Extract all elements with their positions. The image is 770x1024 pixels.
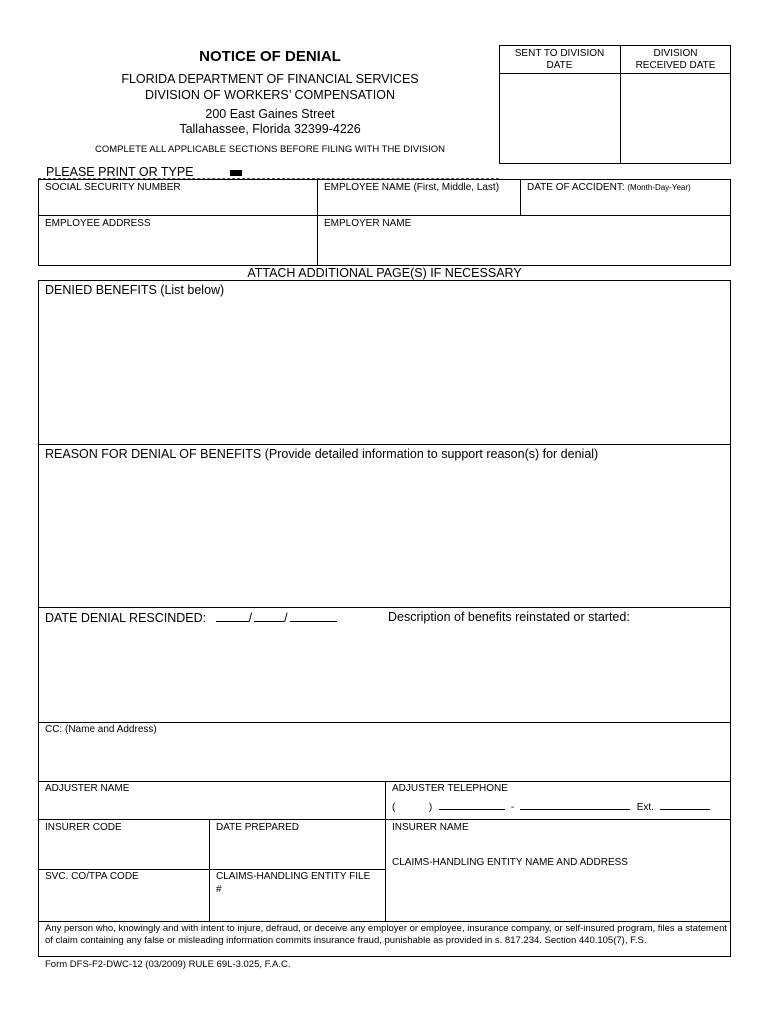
attach-pages-note: ATTACH ADDITIONAL PAGE(S) IF NECESSARY xyxy=(247,266,522,280)
benefits-reinstated-label: Description of benefits reinstated or started: xyxy=(388,610,630,624)
date-sep-2: / xyxy=(284,611,288,625)
phone-ext-field[interactable] xyxy=(660,798,710,810)
phone-line-field[interactable] xyxy=(520,798,630,810)
insurer-code-label: INSURER CODE xyxy=(45,822,122,833)
employee-address-field[interactable] xyxy=(40,231,315,264)
denied-benefits-field[interactable] xyxy=(40,300,729,443)
ssn-field[interactable] xyxy=(40,195,315,213)
benefits-reinstated-field[interactable] xyxy=(40,628,729,720)
division-received-date-field[interactable] xyxy=(622,75,729,162)
reason-divider xyxy=(38,607,731,608)
adjuster-col-divider xyxy=(385,781,386,921)
denied-benefits-label: DENIED BENEFITS (List below) xyxy=(45,283,225,297)
sent-date-label: DATE xyxy=(546,60,573,71)
phone-dash: - xyxy=(510,802,515,813)
filing-instructions: COMPLETE ALL APPLICABLE SECTIONS BEFORE FILING WITH THE DIVISION xyxy=(94,144,445,155)
paren-open: ( xyxy=(392,802,396,813)
employee-row-divider xyxy=(38,215,731,216)
sent-to-division-label: SENT TO DIVISION xyxy=(514,48,605,59)
reason-for-denial-label: REASON FOR DENIAL OF BENEFITS (Provide detailed information to support reason(s) for denial) xyxy=(45,447,599,461)
date-format-hint: (Month-Day-Year) xyxy=(627,183,691,192)
paren-close: ) xyxy=(428,802,433,813)
rescinded-day-field[interactable] xyxy=(254,610,284,622)
employee-name-label: EMPLOYEE NAME (First, Middle, Last) xyxy=(324,182,500,193)
street-address: 200 East Gaines Street xyxy=(205,107,335,121)
department-name: FLORIDA DEPARTMENT OF FINANCIAL SERVICES xyxy=(121,72,419,86)
date-rescinded-label: DATE DENIAL RESCINDED: xyxy=(45,611,207,625)
claims-file-number-field[interactable] xyxy=(226,885,383,919)
rescinded-month-field[interactable] xyxy=(216,610,249,622)
employer-name-field[interactable] xyxy=(319,231,729,264)
employee-name-field[interactable] xyxy=(319,195,518,213)
adjuster-name-label: ADJUSTER NAME xyxy=(45,783,130,794)
svc-tpa-code-field[interactable] xyxy=(40,885,207,919)
cc-field[interactable] xyxy=(40,738,729,780)
sent-to-division-date-field[interactable] xyxy=(501,75,618,162)
received-date-label: RECEIVED DATE xyxy=(635,60,716,71)
accident-col-divider xyxy=(520,179,521,215)
claims-entity-label: CLAIMS-HANDLING ENTITY NAME AND ADDRESS xyxy=(392,857,628,868)
rescinded-divider xyxy=(38,722,731,723)
phone-prefix-field[interactable] xyxy=(439,798,505,810)
form-number: Form DFS-F2-DWC-12 (03/2009) RULE 69L-3.025, F.A.C. xyxy=(45,959,291,970)
adjuster-divider xyxy=(38,819,731,820)
city-address: Tallahassee, Florida 32399-4226 xyxy=(179,122,361,136)
date-of-accident-field[interactable] xyxy=(522,195,729,213)
insurer-code-field[interactable] xyxy=(40,836,207,868)
adjuster-name-field[interactable] xyxy=(40,796,383,817)
division-name: DIVISION OF WORKERS’ COMPENSATION xyxy=(144,88,396,102)
ext-label: Ext. xyxy=(636,802,654,813)
fraud-divider xyxy=(38,921,731,922)
adjuster-telephone-row xyxy=(392,798,710,814)
insurer-name-label: INSURER NAME xyxy=(392,822,469,833)
insurer-col-divider xyxy=(209,819,210,921)
adjuster-telephone-label: ADJUSTER TELEPHONE xyxy=(392,783,508,794)
claims-file-label: CLAIMS-HANDLING ENTITY FILE xyxy=(216,871,371,882)
date-of-accident-label: DATE OF ACCIDENT: (Month-Day-Year) xyxy=(527,182,691,193)
claims-file-hash: # xyxy=(216,884,222,895)
employer-name-label: EMPLOYER NAME xyxy=(324,218,412,229)
fraud-notice: Any person who, knowingly and with intent to injure, defraud, or deceive any employer or employee, insurance company, or self-insured program, files a statement of claim containing any false or misleading information commits insurance fraud, punishable as provided in s. 817.234. Section 440.105(7), F.S. xyxy=(45,923,727,946)
marker-block xyxy=(230,170,242,176)
print-or-type-note: PLEASE PRINT OR TYPE xyxy=(46,165,194,179)
denied-divider xyxy=(38,444,731,445)
form-title: NOTICE OF DENIAL xyxy=(199,48,341,65)
date-prepared-field[interactable] xyxy=(211,836,383,868)
reason-for-denial-field[interactable] xyxy=(40,464,729,605)
phone-area-code-field[interactable] xyxy=(398,799,426,810)
division-box-divider xyxy=(499,73,731,74)
ssn-label: SOCIAL SECURITY NUMBER xyxy=(45,182,181,193)
insurer-name-field[interactable] xyxy=(387,836,729,854)
rescinded-year-field[interactable] xyxy=(290,610,337,622)
insurer-left-divider xyxy=(38,869,385,870)
cc-label: CC: (Name and Address) xyxy=(45,724,157,735)
date-rescinded-row xyxy=(45,610,337,625)
claims-entity-field[interactable] xyxy=(387,871,729,919)
division-received-label: DIVISION xyxy=(653,48,698,59)
svc-tpa-code-label: SVC. CO/TPA CODE xyxy=(45,871,139,882)
date-prepared-label: DATE PREPARED xyxy=(216,822,299,833)
employee-col-divider xyxy=(317,179,318,266)
date-sep-1: / xyxy=(248,611,253,625)
employee-address-label: EMPLOYEE ADDRESS xyxy=(45,218,151,229)
